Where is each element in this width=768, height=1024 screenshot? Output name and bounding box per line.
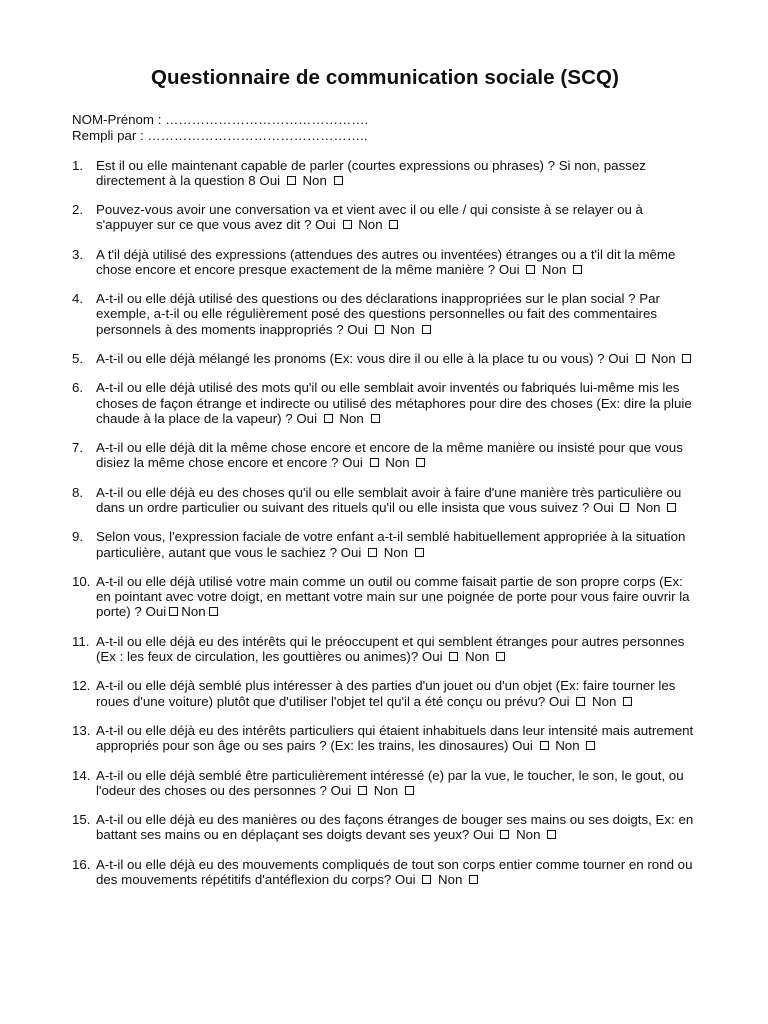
question-number: 9. xyxy=(72,529,84,545)
question-number: 8. xyxy=(72,484,84,500)
checkbox-icon[interactable] xyxy=(416,458,425,467)
question-number: 11. xyxy=(72,633,90,649)
checkbox-icon[interactable] xyxy=(586,741,595,750)
checkbox-icon[interactable] xyxy=(389,220,398,229)
question-number: 4. xyxy=(72,291,84,307)
question-text: A-t-il ou elle déjà eu des choses qu'il ou elle semblait avoir à faire d'une manière très particulière ou dans un ordre particulier ou suivant des rituels qu'il ou elle insista que vous suivez ? Oui Non xyxy=(96,484,682,516)
question-number: 14. xyxy=(72,767,91,783)
question-text: A-t-il ou elle déjà dit la même chose encore et encore de la même manière ou insisté pour que vous disiez la même chose encore et encore ? Oui Non xyxy=(96,440,683,471)
checkbox-icon[interactable] xyxy=(469,875,478,884)
checkbox-icon[interactable] xyxy=(358,786,367,795)
question-number: 10. xyxy=(72,574,91,590)
question-item xyxy=(72,440,698,470)
question-text: A-t-il ou elle déjà eu des manières ou des façons étranges de bouger ses mains ou ses doigts, Ex: en battant ses mains ou en déplaçant ses doigts devant ses yeux? Oui Non xyxy=(96,812,694,843)
checkbox-icon[interactable] xyxy=(623,697,632,706)
question-text: Pouvez-vous avoir une conversation va et vient avec il ou elle / qui consiste à se relayer ou à s'appuyer sur ce que vous avez dit ? Oui Non xyxy=(96,202,643,233)
checkbox-icon[interactable] xyxy=(209,607,218,616)
question-item xyxy=(72,351,698,366)
question-number: 15. xyxy=(72,812,91,828)
checkbox-icon[interactable] xyxy=(375,325,384,334)
checkbox-icon[interactable] xyxy=(415,548,424,557)
question-item xyxy=(72,768,698,798)
checkbox-icon[interactable] xyxy=(334,176,343,185)
question-number: 5. xyxy=(72,351,84,367)
checkbox-icon[interactable] xyxy=(540,741,549,750)
question-item xyxy=(72,812,698,842)
question-text: A t'il déjà utilisé des expressions (attendues des autres ou inventées) étranges ou a t'il dit la même chose encore et encore presque exactement de la même manière ? Oui Non xyxy=(96,246,676,277)
checkbox-icon[interactable] xyxy=(287,176,296,185)
question-text: Selon vous, l'expression faciale de votre enfant a-t-il semblé habituellement appropriée à la situation particulière, autant que vous le sachiez ? Oui Non xyxy=(96,529,686,560)
checkbox-icon[interactable] xyxy=(526,265,535,274)
question-item xyxy=(72,247,698,277)
question-number: 6. xyxy=(72,380,84,396)
checkbox-icon[interactable] xyxy=(343,220,352,229)
checkbox-icon[interactable] xyxy=(576,697,585,706)
question-item xyxy=(72,158,698,188)
question-item xyxy=(72,634,698,664)
question-item xyxy=(72,529,698,559)
checkbox-icon[interactable] xyxy=(667,503,676,512)
checkbox-icon[interactable] xyxy=(324,414,333,423)
question-number: 7. xyxy=(72,440,84,456)
checkbox-icon[interactable] xyxy=(169,607,178,616)
question-item xyxy=(72,485,698,515)
checkbox-icon[interactable] xyxy=(547,830,556,839)
question-item xyxy=(72,202,698,232)
question-item xyxy=(72,380,698,426)
rempli-par-field[interactable]: Rempli par : ………………………………………….. xyxy=(72,127,368,143)
checkbox-icon[interactable] xyxy=(682,354,691,363)
question-number: 12. xyxy=(72,678,91,694)
question-list xyxy=(72,158,698,888)
question-text: A-t-il ou elle déjà utilisé des questions ou des déclarations inappropriées sur le plan social ? Par exemple, a-t-il ou elle régulièrement posé des questions personnelles ou fait des commentaires personnels à des moments inappropriés ? Oui Non xyxy=(96,291,660,337)
question-text: Est il ou elle maintenant capable de parler (courtes expressions ou phrases) ? Si non, passez directement à la question 8 Oui Non xyxy=(96,157,646,188)
question-number: 2. xyxy=(72,202,84,218)
question-text: A-t-il ou elle déjà semblé être particulièrement intéressé (e) par la vue, le toucher, le son, le gout, ou l'odeur des choses ou des personnes ? Oui Non xyxy=(96,767,684,798)
question-text: A-t-il ou elle déjà eu des mouvements compliqués de tout son corps entier comme tourner en rond ou des mouvements répétitifs d'antéflexion du corps? Oui Non xyxy=(96,856,693,888)
checkbox-icon[interactable] xyxy=(368,548,377,557)
question-number: 3. xyxy=(72,246,84,262)
question-item xyxy=(72,678,698,708)
question-number: 1. xyxy=(72,157,84,173)
page-title: Questionnaire de communication sociale (SCQ) xyxy=(150,66,620,89)
question-item xyxy=(72,723,698,753)
question-text: A-t-il ou elle déjà utilisé votre main comme un outil ou comme faisait partie de son propre corps (Ex: en pointant avec votre doigt, en mettant votre main sur une poignée de porte pour vous faire ouvrir la porte) ? Oui Non xyxy=(96,574,690,620)
question-item xyxy=(72,291,698,337)
checkbox-icon[interactable] xyxy=(405,786,414,795)
respondent-fields xyxy=(72,112,698,144)
question-number: 16. xyxy=(72,856,91,872)
question-item xyxy=(72,574,698,620)
question-text: A-t-il ou elle déjà eu des intérêts particuliers qui étaient inhabituels dans leur intensité mais autrement appropriés pour son âge ou ses pairs ? (Ex: les trains, les dinosaures) Oui Non xyxy=(96,723,694,754)
question-item xyxy=(72,857,698,887)
checkbox-icon[interactable] xyxy=(496,652,505,661)
checkbox-icon[interactable] xyxy=(636,354,645,363)
checkbox-icon[interactable] xyxy=(500,830,509,839)
question-text: A-t-il ou elle déjà utilisé des mots qu'il ou elle semblait avoir inventés ou fabriqués lui-même mis les choses de façon étrange et indirecte ou utilisé des métaphores pour dire des choses (Ex: dire la pluie chaude à la place de la vapeur) ? Oui Non xyxy=(96,380,692,426)
checkbox-icon[interactable] xyxy=(371,414,380,423)
question-text: A-t-il ou elle déjà eu des intérêts qui le préoccupent et qui semblent étranges pour autres personnes (Ex : les feux de circulation, les gouttières ou animes)? Oui Non xyxy=(96,633,685,665)
nom-prenom-field[interactable]: NOM-Prénom : ………………………………………. xyxy=(72,111,369,127)
checkbox-icon[interactable] xyxy=(620,503,629,512)
checkbox-icon[interactable] xyxy=(422,325,431,334)
checkbox-icon[interactable] xyxy=(573,265,582,274)
question-text: A-t-il ou elle déjà mélangé les pronoms (Ex: vous dire il ou elle à la place tu ou vous) ? Oui Non xyxy=(96,351,698,366)
checkbox-icon[interactable] xyxy=(449,652,458,661)
question-text: A-t-il ou elle déjà semblé plus intéresser à des parties d'un jouet ou d'un objet (Ex: faire tourner les roues d'une voiture) plutôt que d'utiliser l'objet tel qu'il a été conçu ou prévu? Oui Non xyxy=(96,678,676,709)
checkbox-icon[interactable] xyxy=(370,458,379,467)
checkbox-icon[interactable] xyxy=(422,875,431,884)
question-number: 13. xyxy=(72,723,91,739)
